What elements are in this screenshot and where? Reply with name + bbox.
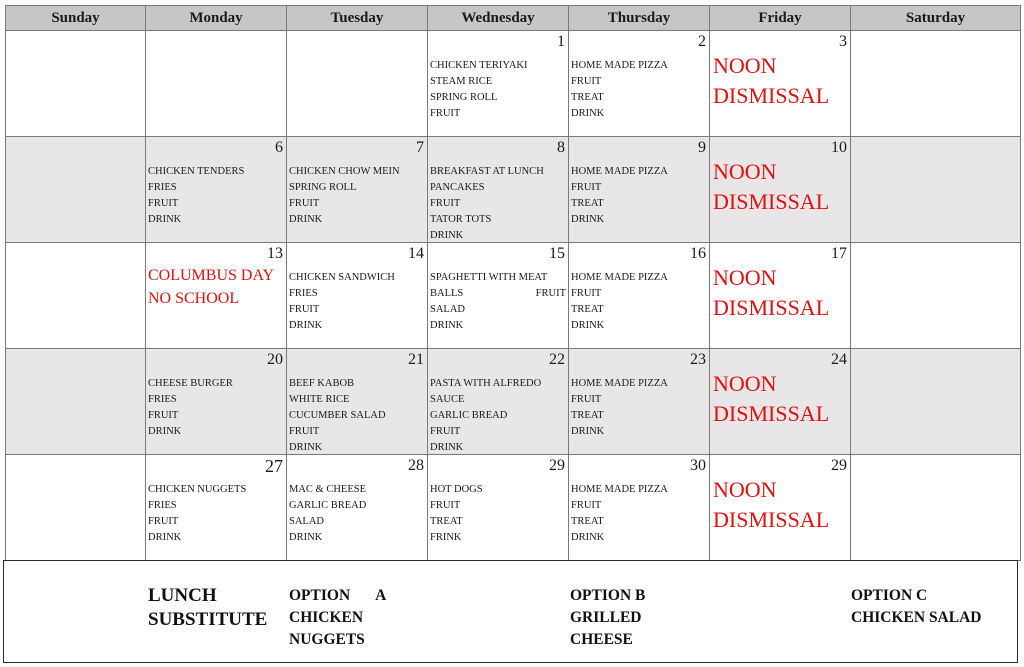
option-label: OPTION A [289,587,387,604]
day-cell [569,243,710,349]
menu-item: TREAT [571,304,604,315]
menu-item: DRINK [148,532,182,543]
menu-item: FRIES [148,500,177,511]
menu-item: TATOR TOTS [430,214,492,225]
menu-item: FRUIT [430,426,461,437]
notice-line: DISMISSAL [713,189,830,214]
menu-item: CUCUMBER SALAD [289,410,386,421]
menu-item: FRUIT [571,182,602,193]
substitute-title [148,584,267,632]
day-header-saturday: Saturday [851,6,1021,31]
day-number: 14 [408,245,424,262]
menu-list [571,164,707,228]
notice-line: DISMISSAL [713,83,830,108]
menu-item: DRINK [571,320,605,331]
day-number: 24 [831,351,847,368]
day-number: 3 [839,33,847,50]
week-row [6,31,1021,137]
menu-list [430,270,566,334]
menu-item: DRINK [289,442,323,453]
menu-item: SALAD [430,304,466,315]
menu-item: FRUIT [571,394,602,405]
menu-item: TREAT [571,92,604,103]
notice-line: DISMISSAL [713,507,830,532]
menu-list [571,376,707,440]
day-number: 1 [557,33,565,50]
day-cell [287,243,428,349]
menu-item: DRINK [289,320,323,331]
day-cell [146,349,287,455]
menu-item: FRUIT [289,198,320,209]
menu-item: FRUIT [430,198,461,209]
menu-item: TREAT [571,410,604,421]
day-number: 2 [698,33,706,50]
menu-item: SPAGHETTI WITH MEAT [430,272,548,283]
day-cell-empty [851,455,1021,561]
day-cell [428,243,569,349]
menu-list [148,164,284,228]
option-line: NUGGETS [289,631,365,648]
noon-dismissal-notice [713,263,829,323]
menu-item: DRINK [148,214,182,225]
menu-list [571,58,707,122]
menu-item: FRUIT [430,108,461,119]
menu-item: BREAKFAST AT LUNCH [430,166,544,177]
day-cell-empty [851,243,1021,349]
menu-item: HOT DOGS [430,484,483,495]
noon-dismissal-notice [713,369,829,429]
noon-dismissal-notice [713,157,829,217]
menu-item: DRINK [571,532,605,543]
menu-item: PASTA WITH ALFREDO [430,378,542,389]
menu-item: FRUIT [289,426,320,437]
day-cell-empty [287,31,428,137]
menu-item: MAC & CHEESE [289,484,367,495]
menu-list [571,270,707,334]
week-row [6,455,1021,561]
menu-item: PANCAKES [430,182,485,193]
menu-item: FRIES [148,394,177,405]
menu-item: FRINK [430,532,462,543]
menu-list [430,58,566,122]
menu-item: DRINK [289,532,323,543]
menu-list [430,164,566,243]
notice-line: NO SCHOOL [148,290,240,307]
day-cell-empty [6,349,146,455]
day-number: 29 [549,457,565,474]
day-cell [569,137,710,243]
day-number: 10 [831,139,847,156]
notice-line: NOON [713,159,777,184]
menu-list [430,376,566,455]
day-cell-empty [851,137,1021,243]
option-label: OPTION B [570,587,646,604]
day-number: 17 [831,245,847,262]
menu-item: CHICKEN CHOW MEIN [289,166,400,177]
menu-item: HOME MADE PIZZA [571,378,668,389]
day-cell [428,137,569,243]
day-number: 8 [557,139,565,156]
day-cell [287,455,428,561]
menu-item: DRINK [430,230,464,241]
day-cell [710,455,851,561]
menu-item: FRUIT [571,76,602,87]
day-cell-empty [6,455,146,561]
day-cell [146,243,287,349]
day-cell-empty [851,31,1021,137]
option-line: GRILLED [570,609,642,626]
day-number: 13 [267,245,283,262]
day-number: 16 [690,245,706,262]
day-cell [710,349,851,455]
menu-item: CHICKEN SANDWICH [289,272,395,283]
notice-line: NOON [713,53,777,78]
notice-line: DISMISSAL [713,295,830,320]
menu-item: SPRING ROLL [430,92,498,103]
substitute-option-b [570,585,645,651]
menu-item: DRINK [430,442,464,453]
menu-item: DRINK [571,214,605,225]
menu-item: FRUIT [571,500,602,511]
substitute-option-c [851,585,981,629]
menu-item: DRINK [571,426,605,437]
day-number: 30 [690,457,706,474]
day-cell [287,137,428,243]
menu-list [289,270,425,334]
day-cell-empty [6,31,146,137]
day-number: 22 [549,351,565,368]
day-cell-empty [6,243,146,349]
lunch-substitute-box [3,560,1018,663]
day-header-sunday: Sunday [6,6,146,31]
menu-item: FRUIT [571,288,602,299]
day-header-friday: Friday [710,6,851,31]
day-cell-empty [6,137,146,243]
menu-item: FRUIT [148,198,179,209]
menu-item: FRUIT [148,410,179,421]
menu-item: FRIES [289,288,318,299]
day-number: 27 [265,456,283,476]
day-cell [569,455,710,561]
notice-line: DISMISSAL [713,401,830,426]
day-cell-empty [851,349,1021,455]
menu-item: DRINK [430,320,464,331]
menu-item: FRUIT [289,304,320,315]
menu-item: SALAD [289,516,325,527]
menu-item: FRUIT [148,516,179,527]
day-number: 9 [698,139,706,156]
day-number: 29 [831,457,847,474]
menu-list [289,482,425,546]
option-line: CHICKEN SALAD [851,609,982,626]
weekday-header-row [6,6,1021,31]
menu-item: TREAT [571,516,604,527]
day-cell [569,349,710,455]
menu-list [289,376,425,455]
day-number: 7 [416,139,424,156]
menu-list [289,164,425,228]
menu-item: BEEF KABOB [289,378,355,389]
menu-item: TREAT [571,198,604,209]
day-cell [146,455,287,561]
menu-list [571,482,707,546]
day-cell-empty [146,31,287,137]
menu-list [430,482,566,546]
noon-dismissal-notice [713,51,829,111]
day-number: 15 [549,245,565,262]
menu-item: GARLIC BREAD [430,410,508,421]
notice-line: COLUMBUS DAY [148,267,275,284]
substitute-option-a [289,585,399,651]
menu-item: STEAM RICE [430,76,493,87]
lunch-calendar [5,5,1021,561]
substitute-title-line: SUBSTITUTE [148,609,268,630]
day-header-wednesday: Wednesday [428,6,569,31]
notice-line: NOON [713,477,777,502]
menu-item: SPRING ROLL [289,182,357,193]
menu-item: HOME MADE PIZZA [571,166,668,177]
option-line: CHEESE [570,631,633,648]
notice-line: NOON [713,265,777,290]
option-label: OPTION C [851,587,928,604]
day-cell [428,349,569,455]
day-header-tuesday: Tuesday [287,6,428,31]
week-row [6,137,1021,243]
day-cell [428,31,569,137]
option-line: CHICKEN [289,609,364,626]
menu-list [148,482,284,546]
noon-dismissal-notice [713,475,829,535]
menu-item: CHICKEN TERIYAKI [430,60,528,71]
menu-item: BALLS FRUIT [430,288,566,299]
menu-item: HOME MADE PIZZA [571,484,668,495]
menu-item: FRUIT [430,500,461,511]
day-number: 21 [408,351,424,368]
day-cell [146,137,287,243]
week-row [6,243,1021,349]
day-number: 28 [408,457,424,474]
menu-item: CHICKEN TENDERS [148,166,245,177]
menu-item: CHEESE BURGER [148,378,233,389]
menu-item: GARLIC BREAD [289,500,367,511]
menu-item: SAUCE [430,394,465,405]
notice-line: NOON [713,371,777,396]
day-cell [287,349,428,455]
menu-item: HOME MADE PIZZA [571,60,668,71]
day-cell [428,455,569,561]
day-cell [710,243,851,349]
menu-item: DRINK [148,426,182,437]
menu-item: DRINK [289,214,323,225]
day-number: 6 [275,139,283,156]
day-header-thursday: Thursday [569,6,710,31]
week-row [6,349,1021,455]
menu-item: DRINK [571,108,605,119]
day-number: 23 [690,351,706,368]
substitute-title-line: LUNCH [148,585,217,606]
day-cell [569,31,710,137]
menu-item: HOME MADE PIZZA [571,272,668,283]
menu-item: CHICKEN NUGGETS [148,484,247,495]
day-header-monday: Monday [146,6,287,31]
menu-item: TREAT [430,516,463,527]
holiday-notice [148,264,274,310]
menu-list [148,376,284,440]
menu-item: FRIES [148,182,177,193]
day-cell [710,137,851,243]
day-number: 20 [267,351,283,368]
day-cell [710,31,851,137]
menu-item: WHITE RICE [289,394,350,405]
